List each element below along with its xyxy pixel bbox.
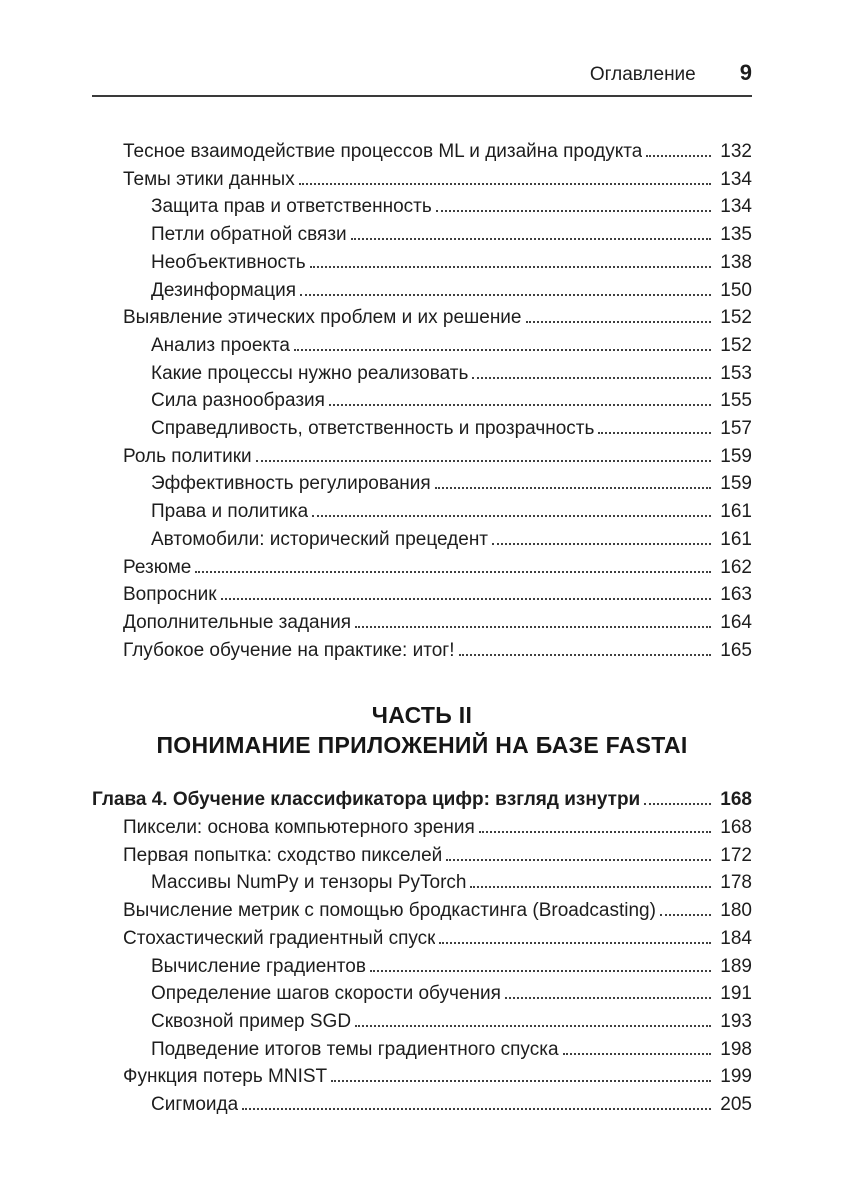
toc-leader-dots — [312, 515, 711, 517]
toc-entry — [92, 221, 752, 249]
toc-entry — [92, 1063, 752, 1091]
toc-entry — [92, 554, 752, 582]
toc-entry-page: 135 — [720, 224, 752, 246]
toc-entry — [92, 304, 752, 332]
toc-entry-page: 180 — [720, 900, 752, 922]
part-heading — [92, 700, 752, 760]
toc-entry-page: 155 — [720, 390, 752, 412]
toc-entry-title: Выявление этических проблем и их решение — [123, 307, 522, 329]
toc — [92, 138, 752, 1119]
toc-entry-page: 134 — [720, 196, 752, 218]
toc-entry — [92, 1091, 752, 1119]
toc-leader-dots — [646, 155, 711, 157]
toc-entry — [92, 498, 752, 526]
toc-entry — [92, 842, 752, 870]
toc-leader-dots — [526, 321, 712, 323]
toc-entry-title: Вычисление метрик с помощью бродкастинга (Broadcasting) — [123, 900, 656, 922]
toc-leader-dots — [310, 266, 711, 268]
toc-entry — [92, 360, 752, 388]
toc-leader-dots — [470, 886, 711, 888]
toc-entry-title: Роль политики — [123, 445, 252, 467]
toc-entry-page: 178 — [720, 872, 752, 894]
toc-entry-title: Стохастический градиентный спуск — [123, 927, 436, 949]
toc-entry-title: Вычисление градиентов — [151, 955, 366, 977]
toc-entry-title: Права и политика — [151, 501, 309, 523]
toc-entry-page: 168 — [720, 789, 752, 811]
toc-entry — [92, 415, 752, 443]
toc-entry-page: 162 — [720, 556, 752, 578]
header-rule — [92, 95, 752, 97]
toc-entry-page: 150 — [720, 279, 752, 301]
page-number: 9 — [739, 60, 752, 85]
toc-entry-title: Сигмоида — [151, 1094, 239, 1116]
toc-leader-dots — [294, 349, 711, 351]
toc-entry-page: 164 — [720, 611, 752, 633]
toc-entry-page: 157 — [720, 418, 752, 440]
toc-entry-page: 161 — [720, 501, 752, 523]
toc-entry-page: 153 — [720, 362, 752, 384]
toc-entry — [92, 637, 752, 665]
toc-entry-title: Эффективность регулирования — [151, 473, 431, 495]
toc-entry-page: 161 — [720, 528, 752, 550]
toc-entry-page: 165 — [720, 639, 752, 661]
toc-leader-dots — [435, 487, 711, 489]
part-heading-title: ПОНИМАНИЕ ПРИЛОЖЕНИЙ НА БАЗЕ FASTAI — [156, 732, 688, 759]
toc-entry — [92, 786, 752, 814]
toc-entry — [92, 193, 752, 221]
toc-entry — [92, 953, 752, 981]
page-header — [92, 62, 752, 86]
toc-entry-title: Вопросник — [123, 584, 217, 606]
toc-entry-title: Определение шагов скорости обучения — [151, 983, 501, 1005]
toc-entry — [92, 387, 752, 415]
toc-entry-title: Необъективность — [151, 251, 306, 273]
toc-leader-dots — [355, 1025, 711, 1027]
toc-entry-page: 152 — [720, 307, 752, 329]
toc-entry — [92, 443, 752, 471]
toc-leader-dots — [472, 377, 711, 379]
toc-leader-dots — [644, 803, 711, 805]
toc-leader-dots — [331, 1080, 711, 1082]
toc-leader-dots — [370, 970, 711, 972]
toc-leader-dots — [242, 1108, 711, 1110]
toc-leader-dots — [598, 432, 711, 434]
toc-leader-dots — [436, 210, 711, 212]
toc-entry-title: Петли обратной связи — [151, 224, 347, 246]
toc-entry — [92, 980, 752, 1008]
running-title: Оглавление — [589, 64, 696, 85]
toc-leader-dots — [195, 571, 711, 573]
toc-entry-title: Глубокое обучение на практике: итог! — [123, 639, 455, 661]
toc-entry-page: 134 — [720, 168, 752, 190]
toc-entry-page: 184 — [720, 927, 752, 949]
toc-entry-title: Сквозной пример SGD — [151, 1010, 352, 1032]
toc-entry-page: 159 — [720, 473, 752, 495]
toc-entry-title: Дезинформация — [151, 279, 297, 301]
toc-entry — [92, 1036, 752, 1064]
toc-entry — [92, 581, 752, 609]
toc-leader-dots — [351, 238, 711, 240]
toc-leader-dots — [459, 654, 712, 656]
toc-leader-dots — [446, 859, 711, 861]
toc-entry-page: 163 — [720, 584, 752, 606]
toc-leader-dots — [563, 1053, 711, 1055]
toc-leader-dots — [256, 460, 711, 462]
toc-leader-dots — [329, 404, 711, 406]
toc-entry-title: Дополнительные задания — [123, 611, 352, 633]
toc-entry-page: 191 — [720, 983, 752, 1005]
toc-entry — [92, 470, 752, 498]
toc-entry-title: Массивы NumPy и тензоры PyTorch — [151, 872, 467, 894]
toc-entry-page: 159 — [720, 445, 752, 467]
toc-entry-page: 132 — [720, 141, 752, 162]
toc-leader-dots — [221, 598, 711, 600]
toc-entry — [92, 609, 752, 637]
toc-entry-page: 205 — [720, 1094, 752, 1116]
toc-entry-page: 152 — [720, 334, 752, 356]
toc-entry — [92, 925, 752, 953]
toc-leader-dots — [300, 294, 711, 296]
toc-entry-title: Темы этики данных — [123, 168, 295, 190]
toc-entry-title: Справедливость, ответственность и прозрачность — [151, 418, 595, 440]
toc-entry-page: 138 — [720, 251, 752, 273]
toc-entry — [92, 1008, 752, 1036]
toc-entry-title: Тесное взаимодействие процессов ML и дизайна продукта — [123, 141, 643, 162]
toc-entry-title: Пиксели: основа компьютерного зрения — [123, 817, 475, 839]
toc-entry — [92, 166, 752, 194]
toc-list-part2 — [92, 786, 752, 1118]
toc-entry — [92, 869, 752, 897]
toc-entry-page: 189 — [720, 955, 752, 977]
toc-entry — [92, 332, 752, 360]
part-heading-number: ЧАСТЬ II — [371, 702, 473, 729]
toc-leader-dots — [505, 997, 711, 999]
toc-entry-page: 199 — [720, 1066, 752, 1088]
toc-entry — [92, 897, 752, 925]
toc-list-part1 — [92, 138, 752, 664]
toc-leader-dots — [479, 831, 711, 833]
toc-entry-title: Сила разнообразия — [151, 390, 325, 412]
toc-entry-title: Анализ проекта — [151, 334, 290, 356]
toc-entry — [92, 526, 752, 554]
toc-entry-title: Резюме — [123, 556, 192, 578]
toc-entry-page: 172 — [720, 844, 752, 866]
toc-leader-dots — [439, 942, 711, 944]
toc-entry-page: 193 — [720, 1010, 752, 1032]
toc-entry-title: Глава 4. Обучение классификатора цифр: взгляд изнутри — [92, 789, 641, 811]
toc-entry-page: 168 — [720, 817, 752, 839]
toc-entry-page: 198 — [720, 1038, 752, 1060]
toc-leader-dots — [660, 914, 711, 916]
toc-entry-title: Подведение итогов темы градиентного спуска — [151, 1038, 559, 1060]
toc-entry-title: Какие процессы нужно реализовать — [151, 362, 469, 384]
toc-entry-title: Автомобили: исторический прецедент — [151, 528, 489, 550]
toc-entry — [92, 138, 752, 166]
toc-entry — [92, 249, 752, 277]
toc-entry-title: Функция потерь MNIST — [123, 1066, 328, 1088]
toc-entry-title: Защита прав и ответственность — [151, 196, 432, 218]
toc-leader-dots — [492, 543, 711, 545]
toc-entry-title: Первая попытка: сходство пикселей — [123, 844, 443, 866]
toc-entry — [92, 814, 752, 842]
toc-leader-dots — [355, 626, 711, 628]
toc-leader-dots — [299, 183, 711, 185]
toc-entry — [92, 277, 752, 305]
